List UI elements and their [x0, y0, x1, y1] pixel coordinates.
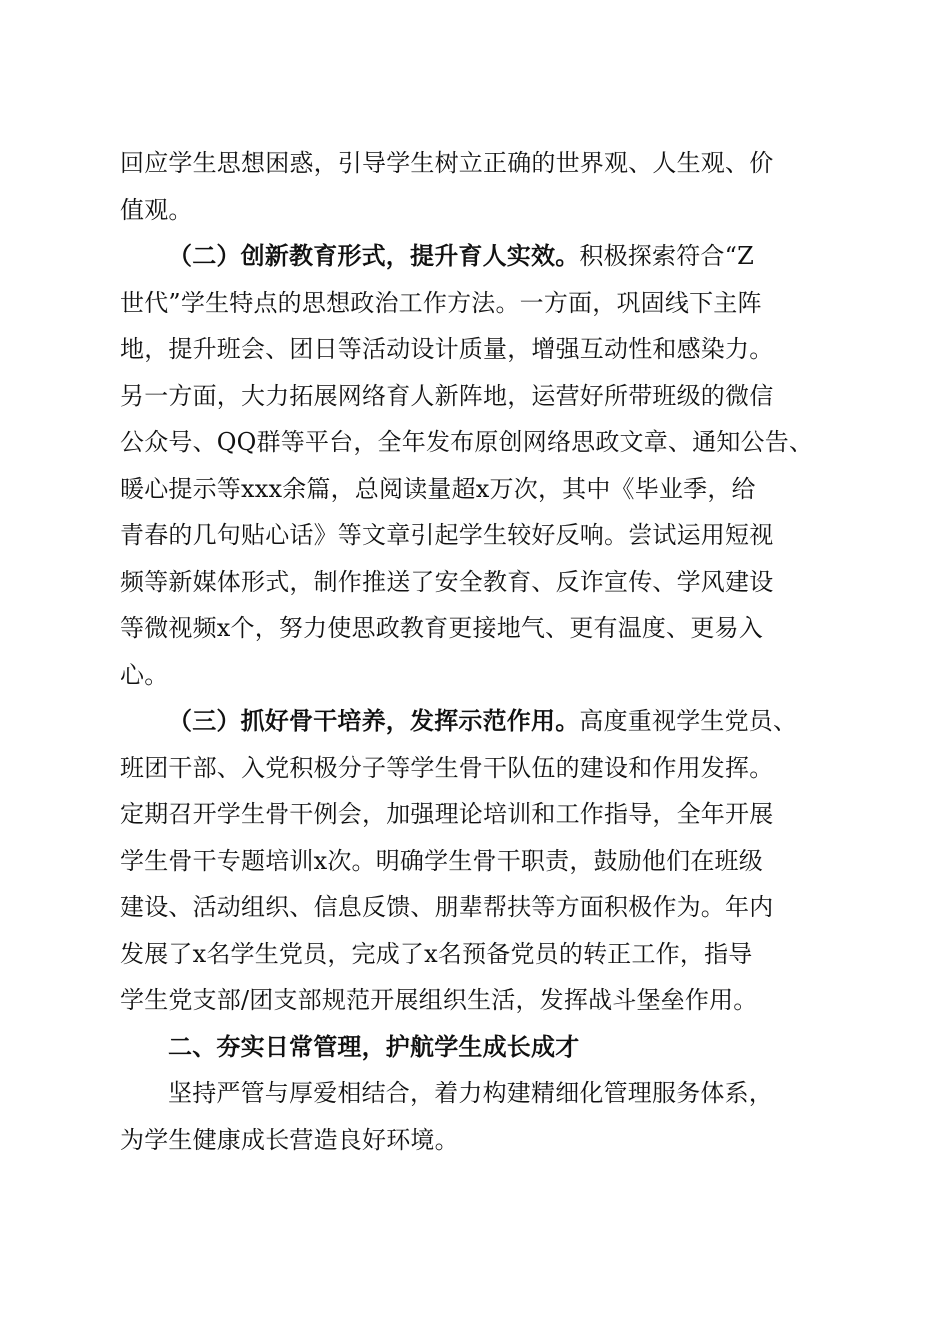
- section-heading: 二、夯实日常管理，护航学生成长成才: [168, 1032, 580, 1061]
- paragraph-line: 暖心提示等xxx余篇，总阅读量超x万次，其中《毕业季，给: [120, 474, 756, 503]
- paragraph-line: 地，提升班会、团日等活动设计质量，增强互动性和感染力。: [120, 335, 774, 363]
- paragraph-line: 班团干部、入党积极分子等学生骨干队伍的建设和作用发挥。: [120, 753, 774, 782]
- document-body: [120, 140, 832, 1163]
- paragraph-line: 建设、活动组织、信息反馈、朋辈帮扶等方面积极作为。年内: [120, 893, 774, 921]
- paragraph-first-line: [120, 698, 832, 745]
- paragraph-line: 公众号、QQ群等平台，全年发布原创网络思政文章、通知公告、: [120, 428, 814, 456]
- paragraph-line: 等微视频x个，努力使思政教育更接地气、更有温度、更易入: [120, 614, 763, 642]
- paragraph-line: 值观。: [120, 195, 193, 224]
- paragraph-lead-rest: 积极探索符合“Z: [579, 242, 754, 270]
- paragraph-2: [120, 233, 832, 698]
- paragraph-1: [120, 140, 832, 233]
- paragraph-line: 青春的几句贴心话》等文章引起学生较好反响。尝试运用短视: [120, 521, 774, 549]
- paragraph-line: 回应学生思想困惑，引导学生树立正确的世界观、人生观、价: [120, 149, 774, 177]
- paragraph-line: 学生骨干专题培训x次。明确学生骨干职责，鼓励他们在班级: [120, 846, 763, 875]
- paragraph-line: 坚持严管与厚爱相结合，着力构建精细化管理服务体系，: [168, 1079, 773, 1107]
- paragraph-line: 为学生健康成长营造良好环境。: [120, 1125, 459, 1154]
- paragraph-line: 定期召开学生骨干例会，加强理论培训和工作指导，全年开展: [120, 800, 774, 828]
- paragraph-line: 世代”学生特点的思想政治工作方法。一方面，巩固线下主阵: [120, 288, 762, 317]
- paragraph-line: 心。: [120, 660, 169, 689]
- paragraph-line: 发展了x名学生党员，完成了x名预备党员的转正工作，指导: [120, 939, 753, 968]
- paragraph-line: 频等新媒体形式，制作推送了安全教育、反诈宣传、学风建设: [120, 567, 774, 596]
- paragraph-4: [120, 1070, 832, 1163]
- paragraph-lead: （三）抓好骨干培养，发挥示范作用。: [168, 706, 580, 735]
- paragraph-3: [120, 698, 832, 1024]
- paragraph-line: 另一方面，大力拓展网络育人新阵地，运营好所带班级的微信: [120, 381, 774, 410]
- paragraph-lead: （二）创新教育形式，提升育人实效。: [168, 241, 580, 270]
- paragraph-line: 学生党支部/团支部规范开展组织生活，发挥战斗堡垒作用。: [120, 986, 758, 1014]
- paragraph-first-line: [120, 233, 832, 280]
- paragraph-lead-rest: 高度重视学生党员、: [579, 707, 798, 735]
